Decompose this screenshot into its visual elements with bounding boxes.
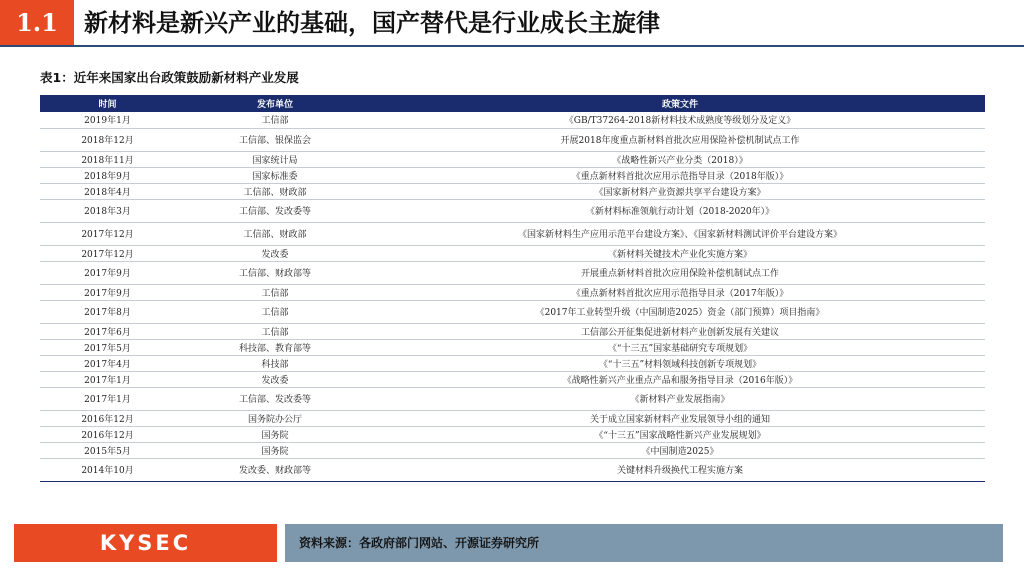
row-date: 2018年11月 <box>40 151 175 167</box>
row-policy: 《重点新材料首批次应用示范指导目录（2017年版）》 <box>375 284 985 300</box>
column-header-time: 时间 <box>40 95 175 112</box>
row-policy: 《新材料标准领航行动计划（2018-2020年）》 <box>375 199 985 222</box>
row-policy: 《新材料产业发展指南》 <box>375 387 985 410</box>
section-number: 1.1 <box>0 0 74 46</box>
row-policy: 《“十三五”材料领域科技创新专项规划》 <box>375 355 985 371</box>
table-row <box>40 300 985 323</box>
table-row <box>40 284 985 300</box>
row-date: 2018年4月 <box>40 183 175 199</box>
row-issuer: 国务院 <box>175 426 375 442</box>
row-date: 2014年10月 <box>40 458 175 481</box>
row-policy: 《国家新材料生产应用示范平台建设方案》、《国家新材料测试评价平台建设方案》 <box>375 222 985 245</box>
row-issuer: 发改委 <box>175 245 375 261</box>
row-policy: 《重点新材料首批次应用示范指导目录（2018年版）》 <box>375 167 985 183</box>
table-header-row <box>40 95 985 112</box>
row-policy: 关于成立国家新材料产业发展领导小组的通知 <box>375 410 985 426</box>
row-policy: 《“十三五”国家战略性新兴产业发展规划》 <box>375 426 985 442</box>
kysec-logo <box>14 524 277 562</box>
slide-header <box>0 0 1024 46</box>
row-issuer: 工信部、发改委等 <box>175 387 375 410</box>
row-issuer: 工信部、财政部 <box>175 222 375 245</box>
table-row <box>40 112 985 128</box>
row-policy: 《新材料关键技术产业化实施方案》 <box>375 245 985 261</box>
row-date: 2017年1月 <box>40 371 175 387</box>
table-row <box>40 151 985 167</box>
row-date: 2016年12月 <box>40 426 175 442</box>
row-date: 2018年9月 <box>40 167 175 183</box>
table-row <box>40 371 985 387</box>
row-policy: 《国家新材料产业资源共享平台建设方案》 <box>375 183 985 199</box>
table-row <box>40 426 985 442</box>
row-policy: 关键材料升级换代工程实施方案 <box>375 458 985 481</box>
row-issuer: 工信部、发改委等 <box>175 199 375 222</box>
row-issuer: 科技部 <box>175 355 375 371</box>
row-issuer: 发改委 <box>175 371 375 387</box>
column-header-policy: 政策文件 <box>375 95 985 112</box>
row-date: 2017年12月 <box>40 222 175 245</box>
row-date: 2018年12月 <box>40 128 175 151</box>
source-bar <box>285 524 1003 562</box>
table-row <box>40 167 985 183</box>
row-policy: 《战略性新兴产业分类（2018）》 <box>375 151 985 167</box>
source-note: 资料来源：各政府部门网站、开源证券研究所 <box>299 536 540 550</box>
row-issuer: 国务院办公厅 <box>175 410 375 426</box>
table-row <box>40 245 985 261</box>
row-issuer: 国家统计局 <box>175 151 375 167</box>
table-row <box>40 355 985 371</box>
row-issuer: 工信部、财政部 <box>175 183 375 199</box>
row-policy: 《战略性新兴产业重点产品和服务指导目录（2016年版）》 <box>375 371 985 387</box>
row-policy: 工信部公开征集促进新材料产业创新发展有关建议 <box>375 323 985 339</box>
row-date: 2017年1月 <box>40 387 175 410</box>
table-caption: 表1：近年来国家出台政策鼓励新材料产业发展 <box>40 70 299 85</box>
table-row <box>40 387 985 410</box>
row-policy: 《“十三五”国家基础研究专项规划》 <box>375 339 985 355</box>
row-issuer: 工信部 <box>175 112 375 128</box>
row-policy: 《2017年工业转型升级（中国制造2025）资金（部门预算）项目指南》 <box>375 300 985 323</box>
table-row <box>40 323 985 339</box>
row-issuer: 工信部 <box>175 284 375 300</box>
row-date: 2018年3月 <box>40 199 175 222</box>
row-policy: 开展2018年度重点新材料首批次应用保险补偿机制试点工作 <box>375 128 985 151</box>
row-issuer: 科技部、教育部等 <box>175 339 375 355</box>
row-policy: 《中国制造2025》 <box>375 442 985 458</box>
table-row <box>40 410 985 426</box>
row-policy: 《GB/T37264-2018新材料技术成熟度等级划分及定义》 <box>375 112 985 128</box>
table-row <box>40 339 985 355</box>
slide-title: 新材料是新兴产业的基础，国产替代是行业成长主旋律 <box>84 9 660 37</box>
row-date: 2017年4月 <box>40 355 175 371</box>
title-divider <box>0 45 1024 47</box>
row-date: 2017年6月 <box>40 323 175 339</box>
row-issuer: 国务院 <box>175 442 375 458</box>
row-date: 2017年12月 <box>40 245 175 261</box>
row-date: 2017年9月 <box>40 284 175 300</box>
logo-text: KYSEC <box>99 531 192 555</box>
row-issuer: 工信部、银保监会 <box>175 128 375 151</box>
table-row <box>40 222 985 245</box>
row-date: 2019年1月 <box>40 112 175 128</box>
policy-table <box>40 95 985 482</box>
column-header-issuer: 发布单位 <box>175 95 375 112</box>
row-issuer: 国家标准委 <box>175 167 375 183</box>
row-date: 2017年9月 <box>40 261 175 284</box>
table-body <box>40 112 985 481</box>
table-row <box>40 261 985 284</box>
row-issuer: 工信部 <box>175 300 375 323</box>
row-date: 2017年8月 <box>40 300 175 323</box>
table-row <box>40 199 985 222</box>
table-row <box>40 183 985 199</box>
row-issuer: 工信部、财政部等 <box>175 261 375 284</box>
row-date: 2016年12月 <box>40 410 175 426</box>
row-date: 2015年5月 <box>40 442 175 458</box>
table-row <box>40 458 985 481</box>
row-policy: 开展重点新材料首批次应用保险补偿机制试点工作 <box>375 261 985 284</box>
table-row <box>40 442 985 458</box>
row-date: 2017年5月 <box>40 339 175 355</box>
row-issuer: 工信部 <box>175 323 375 339</box>
table-row <box>40 128 985 151</box>
row-issuer: 发改委、财政部等 <box>175 458 375 481</box>
